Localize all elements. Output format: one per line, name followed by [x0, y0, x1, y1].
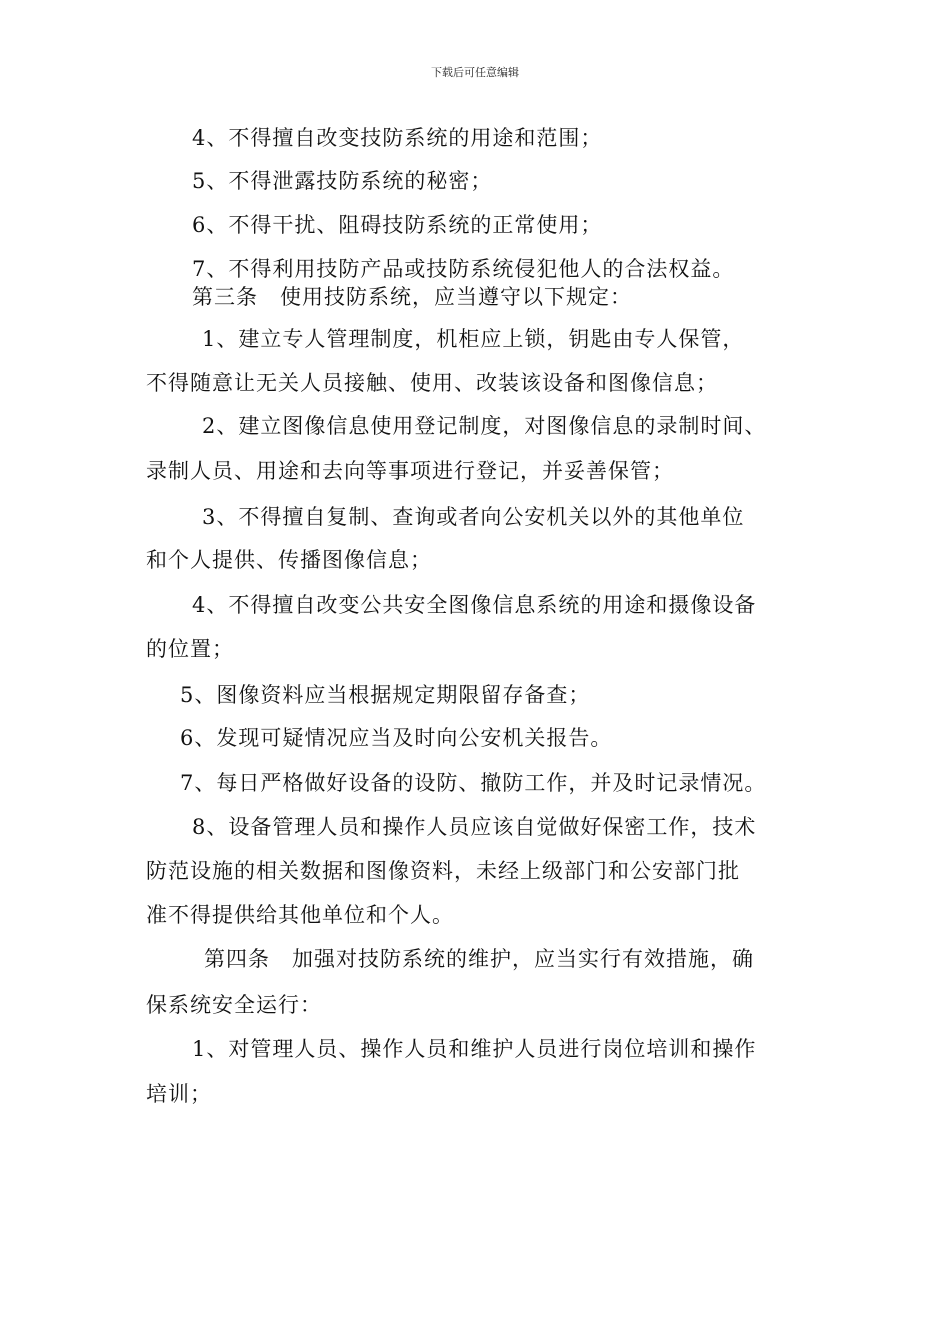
text-line: 第四条 加强对技防系统的维护，应当实行有效措施，确	[204, 947, 754, 971]
text-line: 和个人提供、传播图像信息；	[146, 548, 432, 572]
text-line: 培训；	[146, 1082, 212, 1106]
text-line: 4、不得擅自改变技防系统的用途和范围；	[192, 126, 603, 150]
text-line: 6、发现可疑情况应当及时向公安机关报告。	[180, 726, 613, 750]
text-line: 1、对管理人员、操作人员和维护人员进行岗位培训和操作	[192, 1037, 757, 1061]
text-line: 的位置；	[146, 637, 234, 661]
text-line: 防范设施的相关数据和图像资料，未经上级部门和公安部门批	[146, 859, 740, 883]
text-line: 3、不得擅自复制、查询或者向公安机关以外的其他单位	[202, 505, 745, 529]
text-line: 5、图像资料应当根据规定期限留存备查；	[180, 683, 591, 707]
text-line: 录制人员、用途和去向等事项进行登记，并妥善保管；	[146, 459, 674, 483]
text-line: 2、建立图像信息使用登记制度，对图像信息的录制时间、	[202, 414, 767, 438]
text-line: 5、不得泄露技防系统的秘密；	[192, 169, 493, 193]
text-line: 保系统安全运行：	[146, 993, 322, 1017]
text-line: 不得随意让无关人员接触、使用、改装该设备和图像信息；	[146, 371, 718, 395]
text-line: 8、设备管理人员和操作人员应该自觉做好保密工作，技术	[192, 815, 757, 839]
text-line: 第三条 使用技防系统，应当遵守以下规定：	[192, 285, 632, 309]
text-line: 准不得提供给其他单位和个人。	[146, 903, 454, 927]
text-line: 4、不得擅自改变公共安全图像信息系统的用途和摄像设备	[192, 593, 757, 617]
text-line: 6、不得干扰、阻碍技防系统的正常使用；	[192, 213, 603, 237]
text-line: 7、每日严格做好设备的设防、撤防工作，并及时记录情况。	[180, 771, 767, 795]
page-header: 下载后可任意编辑	[431, 66, 519, 79]
text-line: 7、不得利用技防产品或技防系统侵犯他人的合法权益。	[192, 257, 735, 281]
text-line: 1、建立专人管理制度，机柜应上锁，钥匙由专人保管，	[202, 327, 745, 351]
